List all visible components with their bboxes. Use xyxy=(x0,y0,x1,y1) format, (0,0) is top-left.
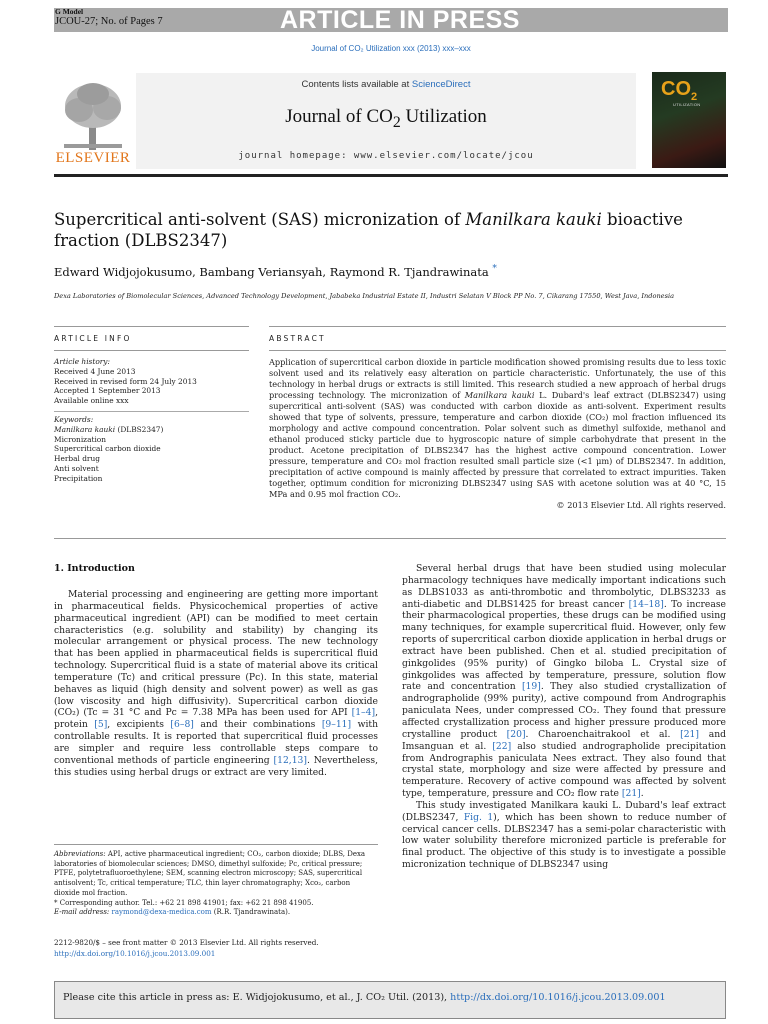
figure-1-link[interactable]: Fig. 1 xyxy=(463,811,494,823)
contents-line xyxy=(136,79,636,90)
citation-14-18[interactable]: [14–18] xyxy=(628,598,664,610)
keyword-1-rest: (DLBS2347) xyxy=(115,424,164,434)
lp-d: with controllable results. It is reported that supercritical fluid processes are simpler and require less controllable steps compare to conventional methods of particle engineering xyxy=(54,719,379,766)
corresponding-author-mark[interactable]: * xyxy=(492,264,497,274)
lp-c: and their combinations xyxy=(193,719,322,731)
abstract-text xyxy=(269,357,726,500)
abstract-mid-rule xyxy=(269,350,726,351)
issn-block xyxy=(54,938,378,959)
keyword-1 xyxy=(54,425,249,435)
abbreviations-text: API, active pharmaceutical ingredient; CO₂, carbon dioxide; DLBS, Dexa laboratories of biomolecular sciences; DMSO, dimethyl sulfoxide; Pc, critical pressure; PTFE, polytetrafluoroethylene; SEM, scanning electron microscopy; SAS, supercritical antisolvent; Tc, critical temperature; TLC, thin layer chromatography; Xco₂, carbon dioxide mol fraction. xyxy=(54,850,366,897)
issn-line: 2212-9820/$ – see front matter © 2013 Elsevier Ltd. All rights reserved. xyxy=(54,938,319,947)
article-title-pre: Supercritical anti-solvent (SAS) micronization of xyxy=(54,210,466,229)
journal-title-post: Utilization xyxy=(400,106,487,127)
citation-1-4[interactable]: [1–4] xyxy=(351,707,376,719)
cover-title-co: CO xyxy=(661,78,691,100)
section-heading-introduction: 1. Introduction xyxy=(54,563,135,574)
citation-20[interactable]: [20] xyxy=(506,728,526,740)
keywords-label: Keywords: xyxy=(54,414,94,424)
journal-title xyxy=(136,106,636,132)
abstract-bottom-rule xyxy=(54,538,726,539)
intro-paragraph-3 xyxy=(402,800,726,871)
journal-title-pre: Journal of CO xyxy=(285,106,393,127)
footnotes xyxy=(54,850,378,918)
article-title xyxy=(54,209,728,251)
cover-title xyxy=(661,78,697,103)
keyword-5: Anti solvent xyxy=(54,463,99,473)
abstract-species: Manilkara kauki xyxy=(464,390,535,400)
lp-b: , excipients xyxy=(107,719,171,731)
article-in-press-banner: ARTICLE IN PRESS xyxy=(280,6,520,34)
keyword-1-italic: Manilkara kauki xyxy=(54,424,116,434)
history-online: Available online xxx xyxy=(54,396,129,406)
article-title-species: Manilkara kauki xyxy=(465,210,602,229)
authors-text: Edward Widjojokusumo, Bambang Veriansyah, Raymond R. Tjandrawinata xyxy=(54,264,489,279)
affiliation: Dexa Laboratories of Biomolecular Sciences, Advanced Technology Development, Jababeka Industrial Estate II, Industri Selatan V Block PP No. 7, Cikarang 17550, West Java, Indonesia xyxy=(54,292,675,300)
rp-1a: Several herbal drugs that have been studied using molecular pharmacology techniques have medically important indications such as DLBS1033 as anti-thrombotic and thrombolytic, DLBS3233 as anti-diabetic and DLBS1425 for breast cancer xyxy=(402,563,726,610)
keyword-6: Precipitation xyxy=(54,473,103,483)
email-note xyxy=(54,908,378,918)
history-label: Article history: xyxy=(54,357,110,366)
rp-1c: . They also studied crystallization of andrographolide (99% purity), active compound from Andrographis paniculata Nees, under compressed CO₂. They found that pressure affected crystallization process and higher pressure produced more crystalline product xyxy=(402,681,726,740)
rp-1e: and Imsanguan et al. xyxy=(402,728,726,752)
history-received: Received 4 June 2013 xyxy=(54,366,136,376)
journal-homepage-link[interactable]: journal homepage: www.elsevier.com/locate/jcou xyxy=(238,151,534,161)
rp-2a: This study investigated Manilkara kauki L. Dubard's leaf extract (DLBS2347, xyxy=(402,799,726,823)
info-mid-rule xyxy=(54,350,249,351)
sciencedirect-link[interactable]: ScienceDirect xyxy=(411,79,471,90)
rp-1g: . xyxy=(640,788,644,800)
doi-link[interactable]: http://dx.doi.org/10.1016/j.jcou.2013.09.001 xyxy=(54,948,216,958)
history-revised: Received in revised form 24 July 2013 xyxy=(54,376,197,386)
elsevier-wordmark: ELSEVIER xyxy=(55,150,131,166)
intro-paragraph-1 xyxy=(54,589,378,779)
abbreviations xyxy=(54,850,378,899)
abstract-copyright: © 2013 Elsevier Ltd. All rights reserved. xyxy=(556,500,726,510)
citation-21[interactable]: [21] xyxy=(680,728,699,740)
citation-19[interactable]: [19] xyxy=(522,681,541,693)
article-info-heading: ARTICLE INFO xyxy=(54,334,132,343)
rp-1d: . Charoenchaitrakool et al. xyxy=(525,728,681,740)
journal-title-sub: 2 xyxy=(392,113,401,131)
rp-2b: ), which has been shown to reduce number of cervical cancer cells. DLBS2347 has a semi-polar characteristic with low water solubility therefore micronized particle is preferable for final product. The objective of this study is to investigate a possible micronization technique of DLBS2347 using xyxy=(402,811,726,871)
citation-12-13[interactable]: [12,13] xyxy=(273,754,307,766)
citation-9-11[interactable]: [9–11] xyxy=(321,719,352,731)
intro-paragraph-2 xyxy=(402,563,726,800)
email-tail: (R.R. Tjandrawinata). xyxy=(211,908,291,917)
keyword-4: Herbal drug xyxy=(54,454,100,464)
email-link[interactable]: raymond@dexa-medica.com xyxy=(109,908,212,917)
corresponding-author-note: * Corresponding author. Tel.: +62 21 898 41901; fax: +62 21 898 41905. xyxy=(54,898,314,907)
contents-prefix: Contents lists available at xyxy=(301,79,412,90)
citation-6-8[interactable]: [6–8] xyxy=(170,719,194,731)
cover-caption: UTILIZATION xyxy=(673,102,701,107)
footnote-rule xyxy=(54,844,378,845)
rp-1b: . To increase their pharmacological properties, these drugs can be modified using many techniques, for example supercritical fluid. However, only few reports of supercritical carbon dioxide application in herbal drugs or extract have been published. Chen et al. studied precipitation of ginkgolides (95% purity) of Gingko biloba L. Crystal size of ginkgolides was affected by temperature, pressure, solution flow rate and concentration xyxy=(402,598,726,693)
citation-text xyxy=(63,992,666,1003)
author-list xyxy=(54,264,728,279)
abstract-body xyxy=(269,357,726,511)
cover-title-sub: 2 xyxy=(691,91,698,103)
abstract-part-1: Application of supercritical carbon dioxide in particle modification showed promising results due to less toxic solvent used and its relatively easy alteration on particle characteristic. Unfortunately, the use of this technology in herbal drugs or extracts is still limited. This research studied a new approach of herbal drugs processing technology. The micronization of xyxy=(269,357,726,400)
citation-prefix: Please cite this article in press as: E. Widjojokusumo, et al., J. CO₂ Util. (2013), xyxy=(63,992,451,1003)
info-top-rule xyxy=(54,326,249,327)
journal-reference-link[interactable]: Journal of CO₂ Utilization xxx (2013) xxx–xxx xyxy=(311,44,471,53)
article-info xyxy=(54,357,249,484)
body-right-column xyxy=(402,563,726,871)
header-rule xyxy=(54,174,728,177)
keyword-2: Micronization xyxy=(54,434,107,444)
rp-1f: also studied andrographolide precipitation from Andrographis paniculata Nees extract. They also found that crystal state, morphology and size were affected by pressure and temperature. Recovery of active compound was affected by solvent type, temperature, pressure and CO₂ flow rate xyxy=(402,740,726,800)
history-accepted: Accepted 1 September 2013 xyxy=(54,386,161,396)
lp-1: Material processing and engineering are getting more important in pharmaceutical fields. Physicochemical properties of active pharmaceutical ingredient (API) can be modified to meet certain characteristics (e.g. solubility and stability) by changing its molecular arrangement or physical process. The new technology that has been applied in pharmaceutical fields is supercritical fluid technology. Supercritical fluid is a state of material above its critical temperature (Tc) and critical pressure (Pc). In this state, material behaves as liquid (high density and solvent power) as well as gas (low viscosity and high diffusivity). Supercritical carbon dioxide (CO₂) (Tc = 31 °C and Pc = 7.38 MPa has been used for API xyxy=(54,589,378,719)
citation-5[interactable]: [5] xyxy=(94,719,108,731)
email-label: E-mail address: xyxy=(54,908,110,917)
abstract-top-rule xyxy=(269,326,726,327)
body-left-column xyxy=(54,589,378,779)
manuscript-ref: JCOU-27; No. of Pages 7 xyxy=(55,16,163,27)
abstract-heading: ABSTRACT xyxy=(269,334,326,343)
keyword-3: Supercritical carbon dioxide xyxy=(54,444,161,454)
lp-e: . Nevertheless, this studies using herbal drugs or extract are very limited. xyxy=(54,754,378,778)
citation-doi-link[interactable]: http://dx.doi.org/10.1016/j.jcou.2013.09.001 xyxy=(450,992,666,1003)
citation-22[interactable]: [22] xyxy=(492,740,512,752)
article-title-post: bioactive fraction (DLBS2347) xyxy=(54,210,683,250)
citation-21b[interactable]: [21] xyxy=(621,788,641,800)
abstract-part-2: L. Dubard's leaf extract (DLBS2347) using supercritical anti-solvent (SAS) was conducted with carbon dioxide as anti-solvent. Experiment results showed that type of solvents, pressure, temperature and carbon dioxide (CO₂) mol fraction influenced its morphology and active compound concentration. Polar solvent such as dimethyl sulfoxide, methanol and ethanol produced sticky particle due to hygroscopic nature of simple carbohydrate that present in the product. Acetone precipitation of DLBS2347 has the highest active compound concentration. Lower pressure, temperature and CO₂ mol fraction resulted small particle size (<1 μm) of DLBS2347. In addition, precipitation of active compound is mainly affected by pressure that correlated to extract impurities. Taken together, optimum condition for micronizing DLBS2347 using SAS with acetone solution was at 40 °C, 15 MPa and 0.95 mol fraction CO₂. xyxy=(269,390,726,499)
info-divider xyxy=(54,411,249,412)
lp-a: , protein xyxy=(54,707,378,731)
abbreviations-label: Abbreviations: xyxy=(54,850,106,858)
g-model-label: G Model xyxy=(55,7,84,16)
